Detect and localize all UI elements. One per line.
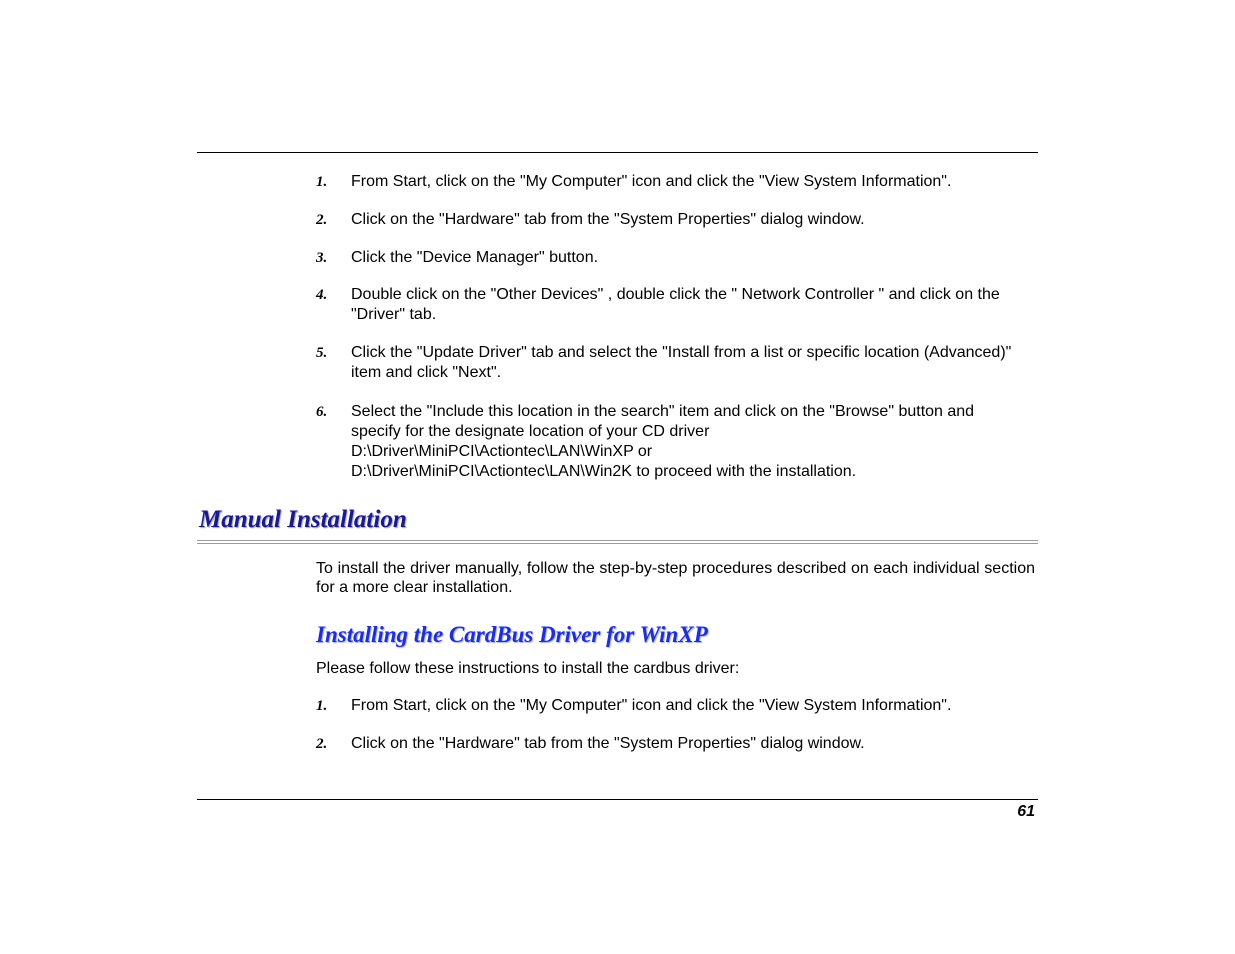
step-number: 5. xyxy=(316,345,328,361)
step-number: 2. xyxy=(316,212,328,228)
header-rule xyxy=(197,152,1038,153)
driver-path-win2k: D:\Driver\MiniPCI\Actiontec\LAN\Win2K to proceed with the installation. xyxy=(351,463,857,480)
step-number: 3. xyxy=(316,250,328,266)
step-number: 1. xyxy=(316,698,328,714)
step-number: 1. xyxy=(316,174,328,190)
driver-path-winxp: D:\Driver\MiniPCI\Actiontec\LAN\WinXP or xyxy=(351,443,653,460)
step-number: 2. xyxy=(316,736,328,752)
footer-rule xyxy=(197,799,1038,800)
step-text-line: specify for the designate location of your CD driver xyxy=(351,423,710,440)
cardbus-driver-heading: Installing the CardBus Driver for WinXP xyxy=(316,622,708,647)
step-text-line: Select the "Include this location in the search" item and click on the "Browse" button and xyxy=(351,403,975,420)
step-number: 6. xyxy=(316,404,328,420)
step-number: 4. xyxy=(316,287,328,303)
step-text: Click the "Device Manager" button. xyxy=(351,249,599,266)
section-divider xyxy=(197,540,1038,544)
step-text: From Start, click on the "My Computer" icon and click the "View System Information". xyxy=(351,173,952,190)
cardbus-intro: Please follow these instructions to install the cardbus driver: xyxy=(316,660,740,677)
step-text: Click on the "Hardware" tab from the "System Properties" dialog window. xyxy=(351,735,865,752)
step-text xyxy=(351,402,1036,482)
step-text: Click on the "Hardware" tab from the "System Properties" dialog window. xyxy=(351,211,865,228)
manual-installation-heading: Manual Installation xyxy=(199,506,407,533)
manual-installation-intro: To install the driver manually, follow the step-by-step procedures described on each individual section for a more clear installation. xyxy=(316,560,1035,596)
step-text: Click the "Update Driver" tab and select the "Install from a list or specific location (Advanced)" item and click "Next". xyxy=(351,344,1012,381)
step-text: Double click on the "Other Devices" , double click the " Network Controller " and click on the "Driver" tab. xyxy=(351,286,1000,323)
step-text: From Start, click on the "My Computer" icon and click the "View System Information". xyxy=(351,697,952,714)
page-number: 61 xyxy=(1017,803,1035,820)
